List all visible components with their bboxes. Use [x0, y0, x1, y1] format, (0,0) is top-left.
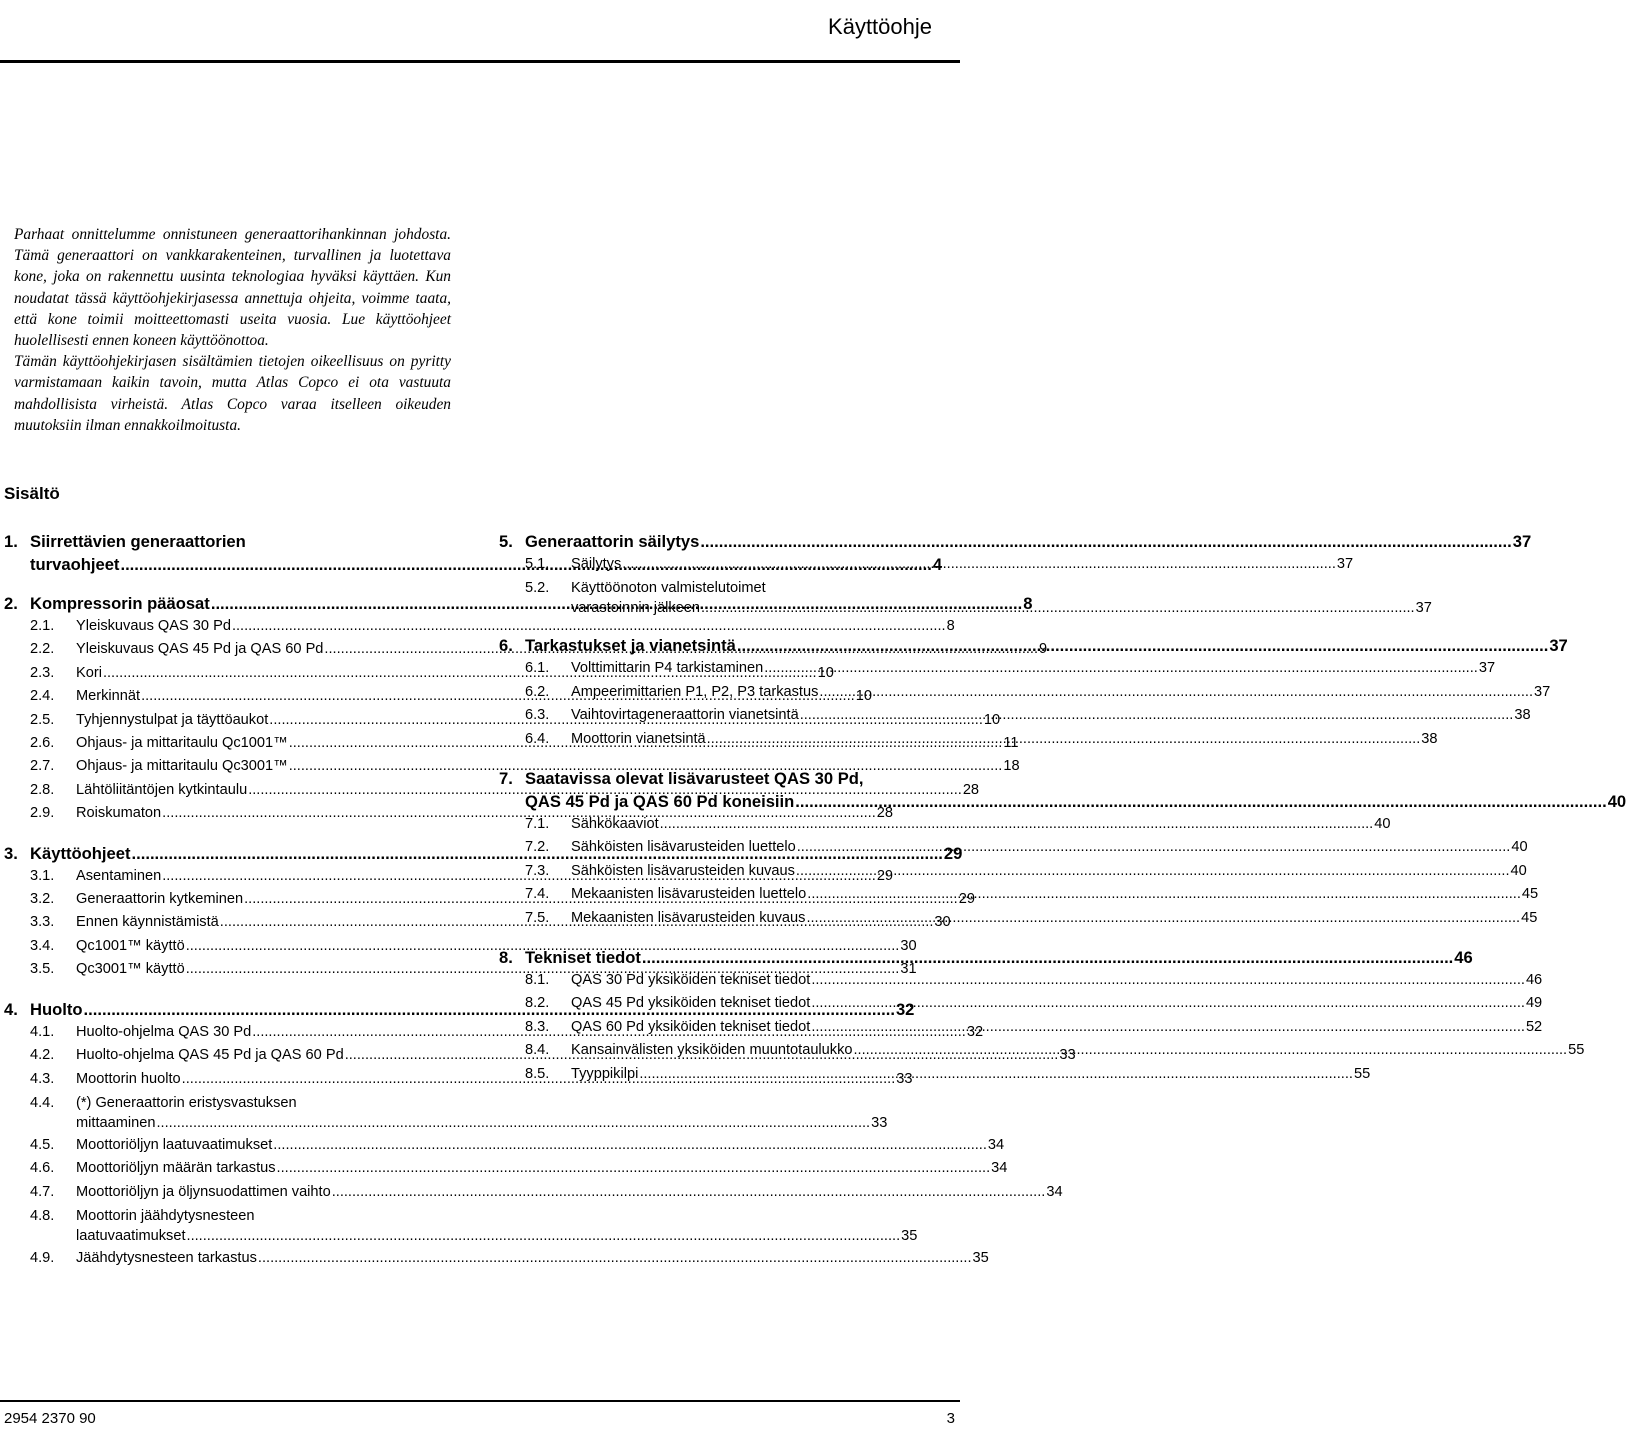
toc-page-number: 10: [817, 664, 834, 681]
toc-leader-dots: [811, 992, 1525, 1015]
toc-subsection-title-line2-row: [76, 1113, 887, 1133]
toc-leader-dots: [764, 657, 1478, 680]
toc-heading: Sisältö: [4, 484, 60, 503]
toc-page-number: 46: [1525, 972, 1543, 989]
toc-page-number: 8: [1023, 594, 1033, 613]
toc-page-number: 28: [876, 805, 894, 822]
toc-subsection-entry[interactable]: [4, 1134, 1005, 1157]
toc-page-number: 49: [1525, 995, 1543, 1012]
toc-page-number: 40: [1511, 839, 1528, 856]
toc-subsection-number: 6.2.: [525, 683, 550, 700]
toc-subsection-title-line1: (*) Generaattorin eristysvastuksen: [76, 1094, 297, 1111]
toc-subsection-title: Säilytys: [571, 556, 622, 572]
toc-page-number: 37: [1534, 683, 1551, 700]
toc-section-title: Tarkastukset ja vianetsintä: [525, 636, 736, 656]
toc-subsection-entry[interactable]: [4, 1181, 1063, 1204]
toc-subsection-entry[interactable]: [499, 860, 1527, 883]
toc-subsection-number: 5.2.: [525, 580, 550, 597]
toc-section-number: 2.: [4, 594, 18, 613]
toc-subsection-number: 6.1.: [525, 660, 550, 677]
toc-subsection-title: Vaihtovirtageneraattorin vianetsintä: [571, 707, 799, 724]
toc-leader-dots: [806, 907, 1520, 930]
toc-subsection-title: Generaattorin kytkeminen: [76, 891, 244, 908]
toc-page-number: 45: [1521, 909, 1538, 926]
toc-subsection-number: 7.4.: [525, 886, 550, 903]
toc-subsection-entry[interactable]: [4, 755, 1020, 778]
page-number: 3: [946, 1410, 955, 1427]
toc-subsection-number: 8.2.: [525, 995, 550, 1012]
toc-section-number: 6.: [499, 636, 513, 656]
intro-paragraph-1: Parhaat onnittelumme onnistuneen generaattorihankinnan johdosta. Tämä generaattori on vankkarakenteinen, turvallinen ja luotettava kone, joka on rakennettu uusinta teknologiaa hyväksi käyttäen. Kun noudatat tässä käyttöohjekirjasessa annettuja ohjeita, voimme taata, että kone toimii moitteettomasti useita vuosia. Lue käyttöohjeet huolellisesti ennen koneen käyttöönottoa.: [14, 226, 451, 350]
toc-subsection-title: Qc3001™ käyttö: [76, 961, 185, 978]
toc-subsection-title: Merkinnät: [76, 688, 141, 705]
toc-page-number: 34: [987, 1136, 1005, 1153]
toc-leader-dots: [700, 530, 1511, 553]
toc-page-number: 40: [1510, 862, 1527, 879]
toc-subsection-title: QAS 30 Pd yksiköiden tekniset tiedot: [571, 972, 811, 989]
toc-section-entry[interactable]: [499, 634, 1568, 657]
toc-leader-dots: [707, 728, 1421, 751]
toc-leader-dots: [807, 883, 1521, 906]
toc-subsection-title: Volttimittarin P4 tarkistaminen: [571, 660, 764, 677]
toc-subsection-title: Qc1001™ käyttö: [76, 937, 185, 954]
toc-subsection-number: 4.5.: [30, 1136, 55, 1153]
toc-leader-dots: [737, 634, 1548, 657]
toc-subsection-number: 4.6.: [30, 1160, 55, 1177]
toc-subsection-title: Ampeerimittarien P1, P2, P3 tarkastus: [571, 683, 819, 700]
toc-subsection-number: 2.8.: [30, 781, 55, 798]
toc-leader-dots: [796, 860, 1510, 883]
toc-section-title: Generaattorin säilytys: [525, 532, 700, 551]
toc-subsection-number: 3.3.: [30, 914, 55, 931]
toc-subsection-number: 4.7.: [30, 1183, 55, 1200]
toc-subsection-number: 4.9.: [30, 1250, 55, 1267]
toc-leader-dots: [660, 813, 1374, 836]
toc-leader-dots: [332, 1181, 1046, 1204]
toc-leader-dots: [639, 1063, 1353, 1086]
toc-subsection-number: 2.5.: [30, 711, 55, 728]
toc-subsection-title: Mekaanisten lisävarusteiden luettelo: [571, 886, 807, 903]
toc-section-number: 5.: [499, 532, 513, 551]
toc-subsection-title: Tyyppikilpi: [571, 1065, 639, 1082]
toc-leader-dots: [622, 553, 1336, 576]
toc-page-number: 28: [962, 781, 980, 798]
toc-page-number: 37: [1549, 636, 1568, 656]
toc-page-number: 34: [991, 1160, 1008, 1177]
toc-subsection-title-line2: mittaaminen: [76, 1114, 156, 1131]
toc-subsection-title: Huolto-ohjelma QAS 45 Pd ja QAS 60 Pd: [76, 1047, 344, 1064]
toc-subsection-title-line1: Moottorin jäähdytysnesteen: [76, 1208, 255, 1225]
toc-subsection-number: 3.4.: [30, 937, 55, 954]
toc-subsection-number: 4.2.: [30, 1047, 55, 1064]
toc-subsection-number: 8.1.: [525, 972, 550, 989]
toc-subsection-number: 7.2.: [525, 839, 550, 856]
toc-page-number: 11: [1003, 735, 1019, 752]
toc-subsection-number: 3.5.: [30, 961, 55, 978]
toc-subsection-entry[interactable]: [4, 1206, 918, 1246]
toc-page-number: 34: [1046, 1183, 1063, 1200]
toc-subsection-entry[interactable]: [4, 1157, 1008, 1180]
toc-page-number: 33: [1059, 1047, 1076, 1064]
toc-leader-dots: [258, 1247, 972, 1270]
toc-subsection-number: 2.1.: [30, 618, 55, 634]
toc-subsection-number: 4.1.: [30, 1023, 55, 1040]
toc-page-number: 40: [1607, 792, 1626, 812]
toc-subsection-title: Moottoriöljyn laatuvaatimukset: [76, 1136, 273, 1153]
toc-subsection-title: [76, 1206, 917, 1246]
toc-section-title-line2-row: [525, 790, 1626, 813]
toc-subsection-number: 2.2.: [30, 641, 55, 658]
toc-subsection-number: 5.1.: [525, 556, 550, 572]
toc-subsection-number: 4.4.: [30, 1094, 55, 1111]
toc-section-number: 3.: [4, 843, 18, 863]
toc-page-number: 30: [900, 937, 917, 954]
toc-leader-dots: [854, 1039, 1568, 1062]
toc-leader-dots: [819, 681, 1533, 704]
footer-rule: [0, 1400, 960, 1402]
toc-section-title: [525, 767, 1626, 813]
toc-subsection-title: Ohjaus- ja mittaritaulu Qc3001™: [76, 758, 288, 775]
toc-leader-dots: [811, 969, 1525, 992]
toc-page-number: 52: [1525, 1018, 1543, 1035]
toc-page-number: 33: [871, 1114, 888, 1131]
toc-subsection-entry[interactable]: [499, 1063, 1371, 1086]
toc-subsection-number: 7.5.: [525, 909, 550, 926]
toc-subsection-title: QAS 60 Pd yksiköiden tekniset tiedot: [571, 1018, 811, 1035]
toc-subsection-number: 2.9.: [30, 805, 55, 822]
toc-subsection-entry[interactable]: [499, 657, 1496, 680]
toc-leader-dots: [277, 1157, 991, 1180]
toc-subsection-number: 3.2.: [30, 891, 55, 908]
toc-leader-dots: [795, 790, 1606, 813]
intro-text: [14, 224, 451, 436]
toc-subsection-title-line2-row: [76, 1226, 917, 1246]
toc-subsection-entry[interactable]: [499, 681, 1551, 704]
toc-subsection-number: 8.3.: [525, 1018, 550, 1035]
toc-subsection-title: Tyhjennystulpat ja täyttöaukot: [76, 711, 269, 728]
toc-subsection-title: Ohjaus- ja mittaritaulu Qc1001™: [76, 735, 288, 752]
toc-subsection-title-line2: varastoinnin jälkeen: [571, 600, 700, 617]
toc-leader-dots: [811, 1016, 1525, 1039]
toc-leader-dots: [273, 1134, 987, 1157]
toc-leader-dots: [642, 946, 1453, 969]
toc-subsection-title: Moottorin huolto: [76, 1070, 181, 1087]
toc-subsection-title: Huolto-ohjelma QAS 30 Pd: [76, 1023, 252, 1040]
toc-subsection-title-line2-row: [571, 598, 1432, 618]
toc-subsection-number: 2.4.: [30, 688, 55, 705]
toc-subsection-title: QAS 45 Pd yksiköiden tekniset tiedot: [571, 995, 811, 1012]
toc-page-number: 4: [932, 555, 943, 574]
toc-page-number: 10: [855, 688, 872, 705]
toc-page-number: 29: [943, 843, 963, 863]
toc-subsection-title: Yleiskuvaus QAS 30 Pd: [76, 618, 231, 634]
toc-subsection-number: 2.6.: [30, 735, 55, 752]
toc-subsection-number: 7.3.: [525, 862, 550, 879]
toc-subsection-title: Lähtöliitäntöjen kytkintaulu: [76, 781, 248, 798]
toc-section-title: Huolto: [30, 999, 83, 1019]
toc-subsection-number: 2.3.: [30, 664, 55, 681]
toc-subsection-title: [571, 578, 1432, 618]
toc-section-number: 7.: [499, 769, 513, 789]
toc-subsection-entry[interactable]: [499, 813, 1391, 836]
toc-subsection-title: Sähköisten lisävarusteiden luettelo: [571, 839, 796, 856]
document-number: 2954 2370 90: [4, 1410, 96, 1427]
toc-section-number: 1.: [4, 532, 18, 551]
toc-subsection-number: 7.1.: [525, 816, 550, 833]
toc-leader-dots: [800, 704, 1514, 727]
intro-paragraph-2: Tämän käyttöohjekirjasen sisältämien tietojen oikeellisuus on pyritty varmistamaan kaikin tavoin, mutta Atlas Copco ei ota vastuuta mahdollisista virheistä. Atlas Copco varaa itselleen oikeuden muutoksiin ilman ennakkoilmoitusta.: [14, 353, 451, 434]
toc-subsection-entry[interactable]: [499, 553, 1354, 576]
toc-page-number: 37: [1415, 600, 1432, 617]
toc-subsection-entry[interactable]: [499, 578, 1432, 618]
toc-page-number: 37: [1478, 660, 1496, 677]
toc-page-number: 37: [1512, 532, 1532, 551]
toc-subsection-number: 4.3.: [30, 1070, 55, 1087]
toc-subsection-title: Yleiskuvaus QAS 45 Pd ja QAS 60 Pd: [76, 641, 324, 658]
toc-page-number: 18: [1003, 758, 1020, 775]
toc-subsection-number: 8.5.: [525, 1065, 550, 1082]
toc-page-number: 35: [972, 1250, 989, 1267]
toc-section-number: 4.: [4, 999, 18, 1019]
toc-subsection-title: Ennen käynnistämistä: [76, 914, 219, 931]
toc-page-number: 46: [1454, 948, 1473, 968]
toc-subsection-title: Kansainvälisten yksiköiden muuntotaulukko: [571, 1042, 853, 1059]
toc-page-number: 10: [983, 711, 1001, 728]
toc-subsection-entry[interactable]: [4, 1093, 888, 1133]
toc-page-number: 29: [958, 891, 975, 908]
toc-subsection-title: Kori: [76, 664, 102, 681]
toc-subsection-number: 3.1.: [30, 867, 55, 884]
toc-page-number: 9: [1039, 641, 1048, 658]
toc-leader-dots: [701, 598, 1415, 618]
toc-subsection-entry[interactable]: [499, 992, 1543, 1015]
toc-subsection-title: Mekaanisten lisävarusteiden kuvaus: [571, 909, 806, 926]
toc-subsection-title: Moottoriöljyn määrän tarkastus: [76, 1160, 276, 1177]
toc-subsection-title-line1: Käyttöönoton valmistelutoimet: [571, 580, 766, 597]
toc-subsection-number: 6.3.: [525, 707, 550, 724]
toc-page-number: 55: [1568, 1042, 1585, 1059]
toc-page-number: 40: [1374, 816, 1391, 833]
toc-page-number: 30: [934, 914, 951, 931]
toc-subsection-title-line2: laatuvaatimukset: [76, 1228, 186, 1245]
toc-page-number: 8: [946, 618, 955, 634]
toc-section-title-line1: Saatavissa olevat lisävarusteet QAS 30 Pd,: [525, 769, 864, 789]
toc-page-number: 38: [1421, 730, 1438, 747]
toc-subsection-title: Jäähdytysnesteen tarkastus: [76, 1250, 257, 1267]
toc-subsection-title: Roiskumaton: [76, 805, 162, 822]
toc-subsection-entry[interactable]: [4, 1247, 989, 1270]
toc-section-title: Käyttöohjeet: [30, 843, 131, 863]
toc-subsection-title: Sähkökaaviot: [571, 816, 659, 833]
toc-subsection-title: Asentaminen: [76, 867, 162, 884]
toc-subsection-title: Moottorin vianetsintä: [571, 730, 706, 747]
toc-page-number: 45: [1521, 886, 1539, 903]
toc-subsection-number: 4.8.: [30, 1208, 55, 1225]
toc-subsection-entry[interactable]: [499, 969, 1543, 992]
toc-section-title: Tekniset tiedot: [525, 948, 641, 968]
toc-subsection-title: Moottoriöljyn ja öljynsuodattimen vaihto: [76, 1183, 331, 1200]
toc-leader-dots: [187, 1226, 901, 1246]
toc-section-number: 8.: [499, 948, 513, 968]
toc-subsection-number: 6.4.: [525, 730, 550, 747]
toc-section-title-line1: Siirrettävien generaattorien: [30, 532, 246, 551]
toc-page-number: 31: [900, 961, 917, 978]
toc-page-number: 29: [876, 867, 894, 884]
toc-page-number: 55: [1353, 1065, 1371, 1082]
toc-leader-dots: [157, 1113, 871, 1133]
toc-section: [499, 530, 1532, 618]
toc-leader-dots: [797, 836, 1511, 859]
toc-section-title: Kompressorin pääosat: [30, 594, 210, 613]
toc-page-number: 38: [1514, 707, 1531, 724]
toc-subsection-entry[interactable]: [499, 907, 1538, 930]
toc-subsection-entry[interactable]: [4, 615, 955, 638]
toc-page-number: 37: [1336, 556, 1354, 572]
page-header-title: Käyttöohje: [828, 14, 932, 39]
toc-page-number: 35: [901, 1228, 918, 1245]
toc-page-number: 33: [896, 1070, 913, 1087]
toc-subsection-number: 8.4.: [525, 1042, 550, 1059]
toc-section-title-line2: QAS 45 Pd ja QAS 60 Pd koneisiin: [525, 792, 795, 812]
toc-subsection-number: 2.7.: [30, 758, 55, 775]
toc-section-entry[interactable]: [499, 946, 1473, 969]
toc-page-number: 32: [895, 999, 915, 1019]
toc-subsection-title: Sähköisten lisävarusteiden kuvaus: [571, 862, 795, 879]
toc-section-entry[interactable]: [499, 530, 1532, 553]
toc-page-number: 32: [966, 1023, 984, 1040]
header-rule: [0, 60, 960, 63]
toc-section-title-line2: turvaohjeet: [30, 555, 120, 574]
